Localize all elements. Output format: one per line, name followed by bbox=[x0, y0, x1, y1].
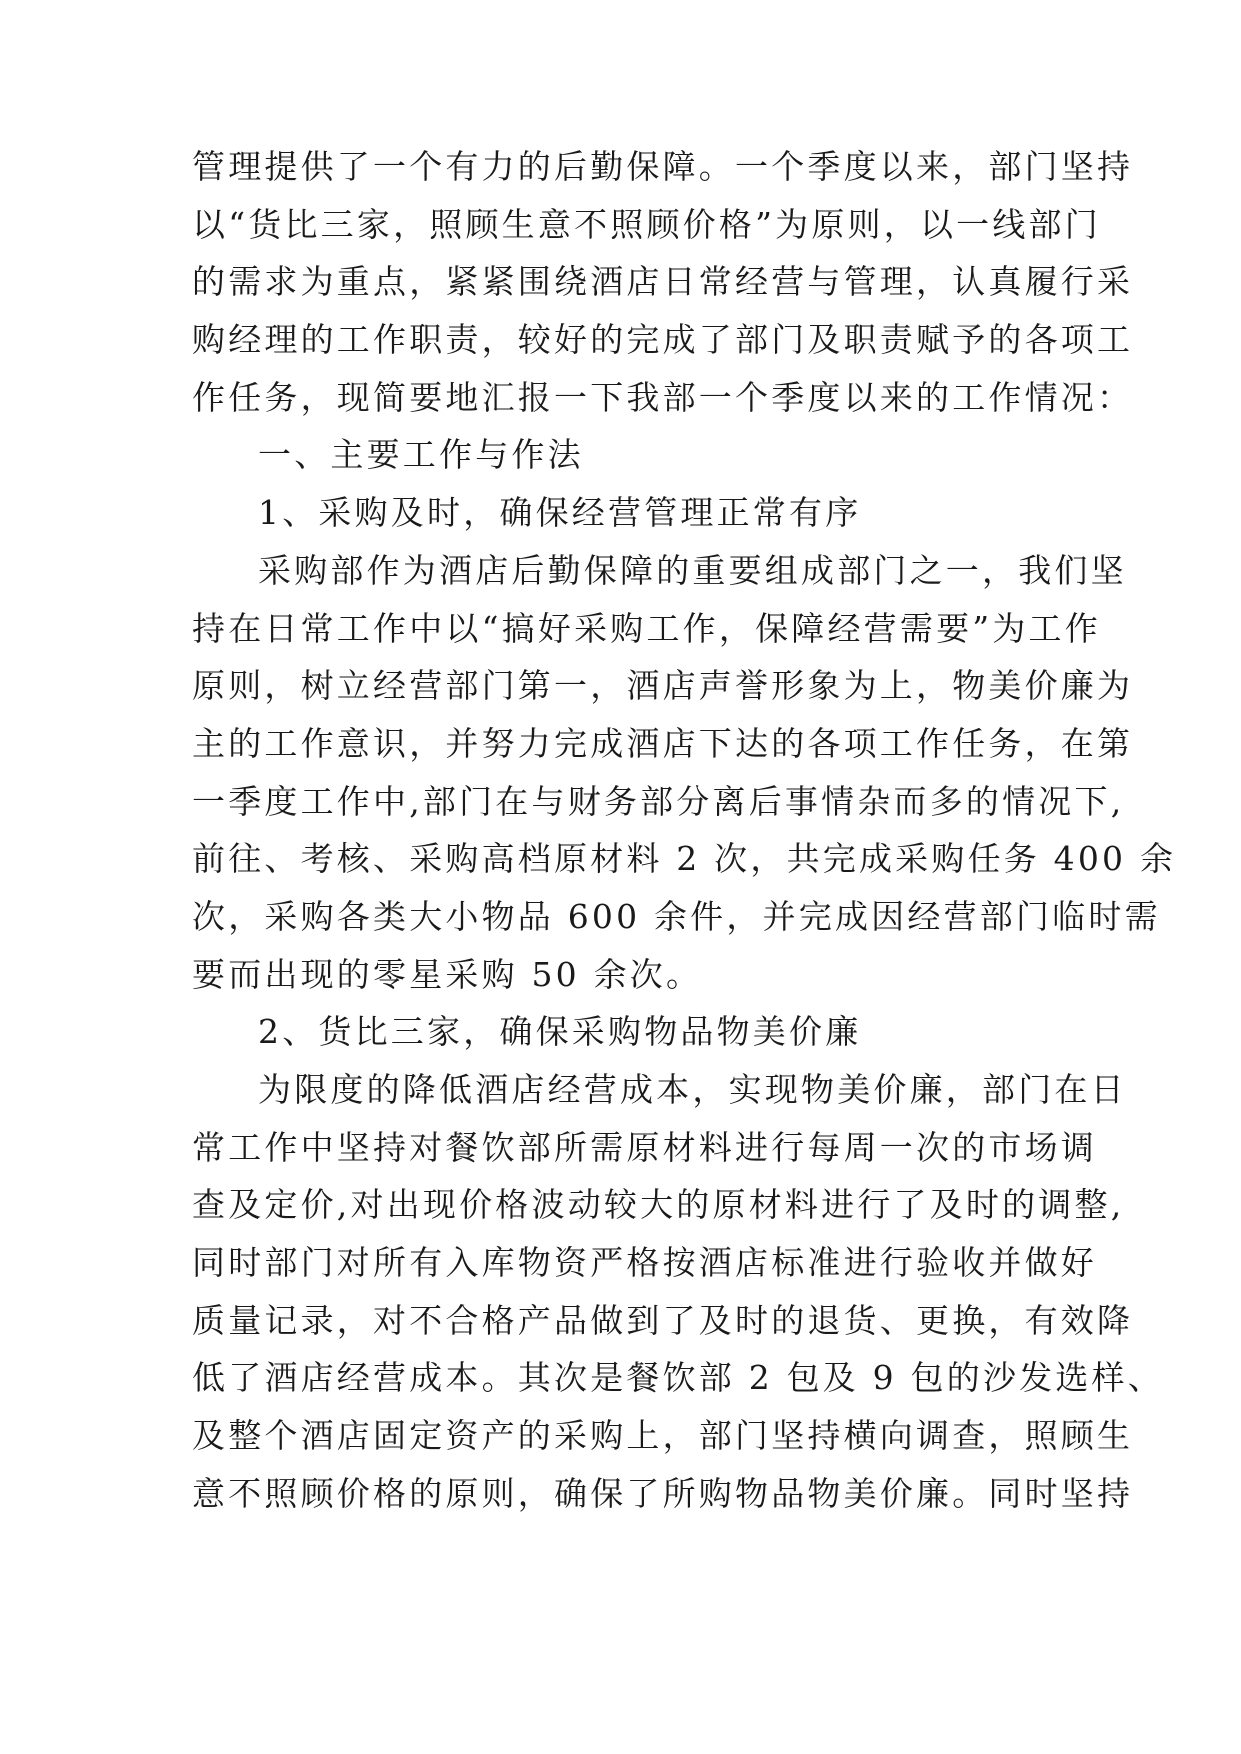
paragraph-line: 管理提供了一个有力的后勤保障。一个季度以来，部门坚持 bbox=[192, 147, 1134, 186]
section-heading: 一、主要工作与作法 bbox=[258, 435, 584, 475]
paragraph-line: 原则，树立经营部门第一，酒店声誉形象为上，物美价廉为 bbox=[192, 666, 1134, 706]
paragraph-line: 一季度工作中,部门在与财务部分离后事情杂而多的情况下, bbox=[192, 781, 1125, 821]
paragraph-line: 持在日常工作中以“搞好采购工作，保障经营需要”为工作 bbox=[192, 608, 1101, 648]
paragraph-line: 前往、考核、采购高档原材料 2 次，共完成采购任务 400 余 bbox=[192, 839, 1177, 879]
paragraph-line: 次，采购各类大小物品 600 余件，并完成因经营部门临时需 bbox=[192, 896, 1161, 936]
paragraph-line: 常工作中坚持对餐饮部所需原材料进行每周一次的市场调 bbox=[192, 1127, 1097, 1167]
subsection-heading: 2、货比三家，确保采购物品物美价廉 bbox=[258, 1012, 862, 1052]
paragraph-line: 主的工作意识，并努力完成酒店下达的各项工作任务，在第 bbox=[192, 723, 1134, 763]
subsection-heading: 1、采购及时，确保经营管理正常有序 bbox=[258, 493, 862, 533]
paragraph-line: 要而出现的零星采购 50 余次。 bbox=[192, 954, 703, 994]
paragraph-line: 意不照顾价格的原则，确保了所购物品物美价廉。同时坚持 bbox=[192, 1473, 1134, 1513]
paragraph-line: 及整个酒店固定资产的采购上，部门坚持横向调查，照顾生 bbox=[192, 1416, 1134, 1456]
paragraph-line: 作任务，现简要地汇报一下我部一个季度以来的工作情况： bbox=[192, 377, 1134, 417]
paragraph-line: 查及定价,对出现价格波动较大的原材料进行了及时的调整, bbox=[192, 1185, 1125, 1225]
paragraph-line: 的需求为重点，紧紧围绕酒店日常经营与管理，认真履行采 bbox=[192, 262, 1134, 302]
paragraph-line: 低了酒店经营成本。其次是餐饮部 2 包及 9 包的沙发选样、 bbox=[192, 1358, 1164, 1398]
paragraph-line: 采购部作为酒店后勤保障的重要组成部门之一，我们坚 bbox=[258, 550, 1127, 590]
paragraph-line: 为限度的降低酒店经营成本，实现物美价廉，部门在日 bbox=[258, 1070, 1127, 1109]
paragraph-line: 以“货比三家，照顾生意不照顾价格”为原则，以一线部门 bbox=[192, 204, 1101, 244]
paragraph-line: 同时部门对所有入库物资严格按酒店标准进行验收并做好 bbox=[192, 1243, 1097, 1283]
document-body bbox=[192, 138, 1177, 1523]
paragraph-line: 质量记录，对不合格产品做到了及时的退货、更换，有效降 bbox=[192, 1300, 1134, 1340]
paragraph-line: 购经理的工作职责，较好的完成了部门及职责赋予的各项工 bbox=[192, 320, 1134, 360]
